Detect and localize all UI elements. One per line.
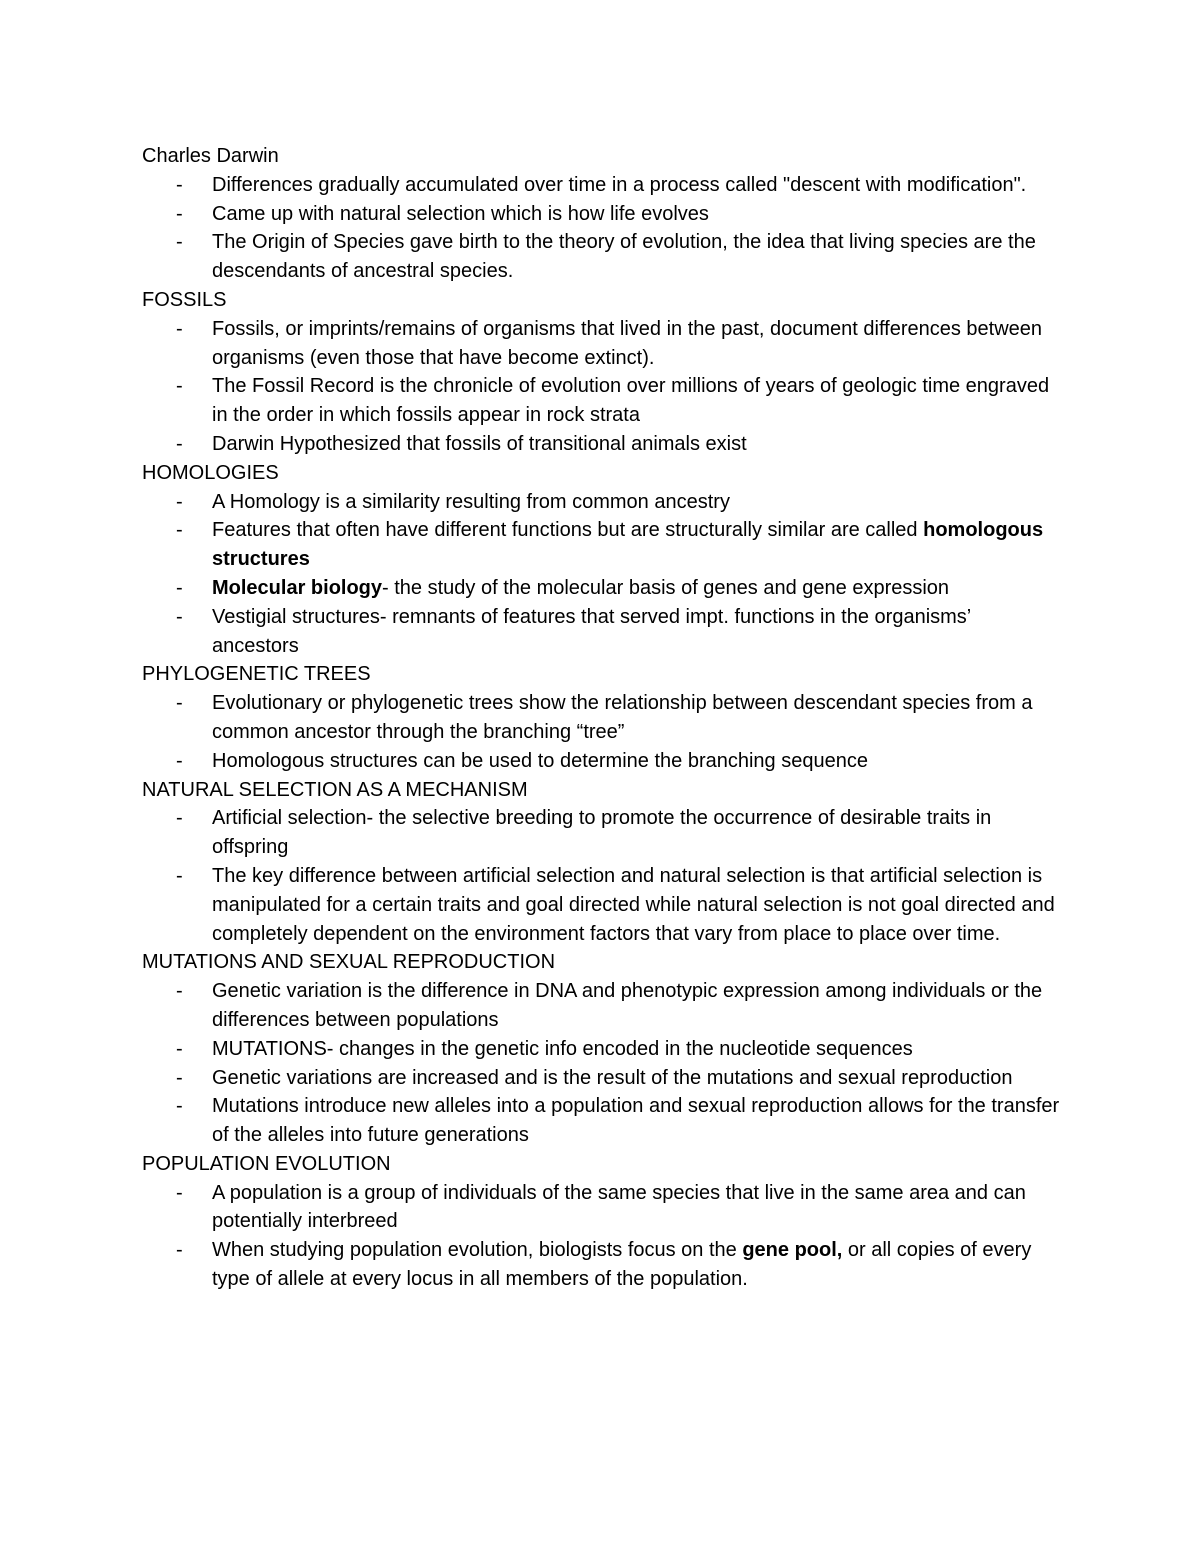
text-run: Came up with natural selection which is how life evolves <box>212 202 709 225</box>
bullet-list <box>142 171 1062 286</box>
bullet-dash-icon: - <box>176 605 183 628</box>
text-run: Darwin Hypothesized that fossils of transitional animals exist <box>212 432 747 455</box>
bullet-dash-icon: - <box>176 1066 183 1089</box>
text-run: Genetic variations are increased and is the result of the mutations and sexual reproduction <box>212 1066 1013 1089</box>
text-run: A population is a group of individuals of the same species that live in the same area and can potentially interbreed <box>212 1181 1026 1233</box>
bullet-item <box>142 747 1062 776</box>
bullet-dash-icon: - <box>176 1181 183 1204</box>
bullet-dash-icon: - <box>176 807 183 830</box>
section <box>142 660 1062 775</box>
section-heading: Charles Darwin <box>142 145 279 167</box>
bullet-item <box>142 315 1062 373</box>
section-heading: HOMOLOGIES <box>142 461 279 484</box>
bullet-item <box>142 862 1062 948</box>
text-run: When studying population evolution, biologists focus on the <box>212 1239 743 1262</box>
bullet-item <box>142 603 1062 661</box>
bullet-list <box>142 977 1062 1150</box>
bullet-dash-icon: - <box>176 864 183 887</box>
text-run: The key difference between artificial selection and natural selection is that artificial selection is manipulated for a certain traits and goal directed while natural selection is not goal directed and completely dependent on the environment factors that vary from place to place over time. <box>212 864 1055 945</box>
text-run: or all copies of every type of allele at every locus in all members of the population. <box>212 1239 1032 1291</box>
bullet-dash-icon: - <box>176 1239 183 1262</box>
bold-text-run: Molecular biology <box>212 576 383 599</box>
text-run: MUTATIONS- changes in the genetic info encoded in the nucleotide sequences <box>212 1037 913 1060</box>
text-run: The Fossil Record is the chronicle of evolution over millions of years of geologic time engraved in the order in which fossils appear in rock strata <box>212 375 1050 427</box>
bullet-dash-icon: - <box>176 231 183 254</box>
bullet-dash-icon: - <box>176 576 183 599</box>
text-run: Artificial selection- the selective breeding to promote the occurrence of desirable traits in offspring <box>212 807 992 859</box>
bullet-item <box>142 1064 1062 1093</box>
bullet-item <box>142 516 1062 574</box>
text-run: A Homology is a similarity resulting from common ancestry <box>212 490 730 513</box>
section-heading: NATURAL SELECTION AS A MECHANISM <box>142 778 528 801</box>
bullet-dash-icon: - <box>176 980 183 1003</box>
section-heading: MUTATIONS AND SEXUAL REPRODUCTION <box>142 951 556 974</box>
bullet-item <box>142 977 1062 1035</box>
bullet-item <box>142 689 1062 747</box>
bold-text-run: gene pool, <box>742 1239 843 1262</box>
bullet-item <box>142 574 1062 603</box>
text-run: Evolutionary or phylogenetic trees show the relationship between descendant species from a common ancestor through the branching “tree” <box>212 692 1033 743</box>
bullet-dash-icon: - <box>176 1095 183 1118</box>
bullet-item <box>142 1035 1062 1064</box>
text-run: Mutations introduce new alleles into a population and sexual reproduction allows for the transfer of the alleles into future generations <box>212 1095 1060 1147</box>
bullet-dash-icon: - <box>176 173 183 196</box>
bullet-dash-icon: - <box>176 1037 183 1060</box>
bullet-dash-icon: - <box>176 692 183 715</box>
bullet-dash-icon: - <box>176 519 183 542</box>
bullet-item <box>142 171 1062 200</box>
bold-text-run: homologous structures <box>212 519 1044 571</box>
bullet-item <box>142 1092 1062 1150</box>
document-body <box>142 142 1062 1294</box>
section-heading: FOSSILS <box>142 288 227 311</box>
bullet-item <box>142 430 1062 459</box>
bullet-dash-icon: - <box>176 749 183 772</box>
bullet-item <box>142 372 1062 430</box>
section <box>142 776 1062 949</box>
text-run: Genetic variation is the difference in DNA and phenotypic expression among individuals or the differences between populations <box>212 980 1043 1031</box>
bullet-item <box>142 200 1062 229</box>
bullet-item <box>142 804 1062 862</box>
bullet-dash-icon: - <box>176 490 183 513</box>
bullet-list <box>142 315 1062 459</box>
text-run: Differences gradually accumulated over time in a process called "descent with modification". <box>212 173 1027 196</box>
bullet-item <box>142 1236 1062 1294</box>
bullet-item <box>142 228 1062 286</box>
bullet-dash-icon: - <box>176 202 183 225</box>
section-heading: PHYLOGENETIC TREES <box>142 663 371 686</box>
bullet-dash-icon: - <box>176 317 183 340</box>
bullet-list <box>142 689 1062 775</box>
section <box>142 1150 1062 1294</box>
section <box>142 142 1062 286</box>
bullet-item <box>142 1179 1062 1237</box>
bullet-item <box>142 488 1062 517</box>
text-run: The Origin of Species gave birth to the theory of evolution, the idea that living species are the descendants of ancestral species. <box>212 231 1036 283</box>
text-run: Fossils, or imprints/remains of organisms that lived in the past, document differences between organisms (even those that have become extinct). <box>212 317 1043 369</box>
section <box>142 286 1062 459</box>
bullet-list <box>142 804 1062 948</box>
bullet-dash-icon: - <box>176 432 183 455</box>
section-heading: POPULATION EVOLUTION <box>142 1152 391 1175</box>
bullet-dash-icon: - <box>176 375 183 398</box>
text-run: Vestigial structures- remnants of features that served impt. functions in the organisms’ ancestors <box>212 605 971 657</box>
text-run: Features that often have different functions but are structurally similar are called <box>212 519 924 542</box>
section <box>142 459 1062 661</box>
text-run: - the study of the molecular basis of genes and gene expression <box>382 576 950 599</box>
bullet-list <box>142 488 1062 661</box>
section <box>142 948 1062 1150</box>
bullet-list <box>142 1179 1062 1294</box>
text-run: Homologous structures can be used to determine the branching sequence <box>212 749 868 772</box>
